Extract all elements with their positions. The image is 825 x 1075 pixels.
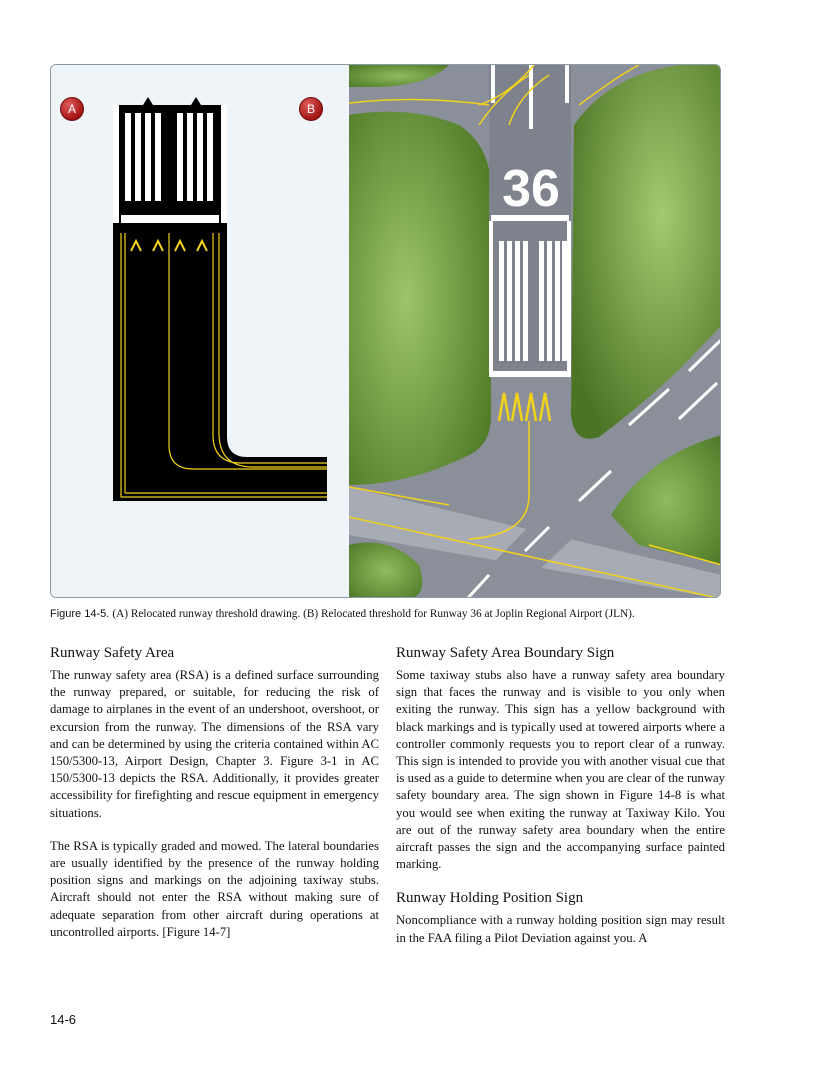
page-number: 14-6 — [50, 1012, 77, 1027]
paragraph-rsa-boundary-sign: Some taxiway stubs also have a runway safety area boundary sign that faces the runway and is visible to you only when exiting the runway. This sign has a yellow background with black markings and is typically used at towered airports where a controller commonly requests you to report clear of a runway. This sign is intended to provide you with another visual cue that is used as a guide to determine when you are clear of the runway safety boundary area. The sign shown in Figure 14-8 is what you would see when exiting the runway at Taxiway Kilo. You are out of the runway safety area boundary when the entire aircraft passes the sign and the accompanying surface painted marking. — [396, 668, 725, 872]
paragraph-rsa-definition: The runway safety area (RSA) is a defined surface surrounding the runway prepared, or suitable, for reducing the risk of damage to airplanes in the event of an undershoot, overshoot, or excursion from the runway. The dimensions of the RSA vary and can be determined by using the criteria contained within AC 150/5300-13, Airport Design, Chapter 3. Figure 3-1 in AC 150/5300-13 depicts the RSA. Additionally, it provides greater accessibility for firefighting and rescue equipment in emergency situations. — [50, 668, 379, 820]
panel-b-aerial-photo — [349, 65, 721, 597]
grass-left — [349, 112, 491, 485]
paragraph-runway-holding-position: Noncompliance with a runway holding position sign may result in the FAA filing a Pilot Deviation against you. A — [396, 913, 725, 945]
caption-text: (A) Relocated runway threshold drawing. (B) Relocated threshold for Runway 36 at Joplin Regional Airport (JLN). — [112, 608, 635, 620]
badge-b: B — [299, 97, 323, 121]
aerial-photo — [349, 65, 721, 598]
badge-a: A — [60, 97, 84, 121]
figure-14-5 — [50, 64, 721, 598]
panel-a-threshold-drawing — [51, 65, 349, 597]
heading-runway-holding-position-sign: Runway Holding Position Sign — [396, 890, 584, 907]
paragraph-rsa-graded: The RSA is typically graded and mowed. The lateral boundaries are usually identified by the presence of the runway holding position signs and markings on the adjoining taxiway stubs. Aircraft should not enter the RSA without making sure of adequate separation from other aircraft during operations at uncontrolled airports. [Figure 14-7] — [50, 838, 379, 939]
caption-label: Figure 14-5. — [50, 608, 110, 620]
runway-number-36: 36 — [502, 160, 560, 218]
runway-drawing — [51, 65, 349, 598]
heading-rsa-boundary-sign: Runway Safety Area Boundary Sign — [396, 645, 615, 661]
heading-runway-safety-area: Runway Safety Area — [50, 645, 175, 661]
threshold-line — [121, 215, 219, 223]
figure-caption — [50, 608, 750, 620]
right-column — [396, 644, 725, 963]
left-column — [50, 644, 379, 957]
threshold-line-b — [489, 371, 571, 377]
